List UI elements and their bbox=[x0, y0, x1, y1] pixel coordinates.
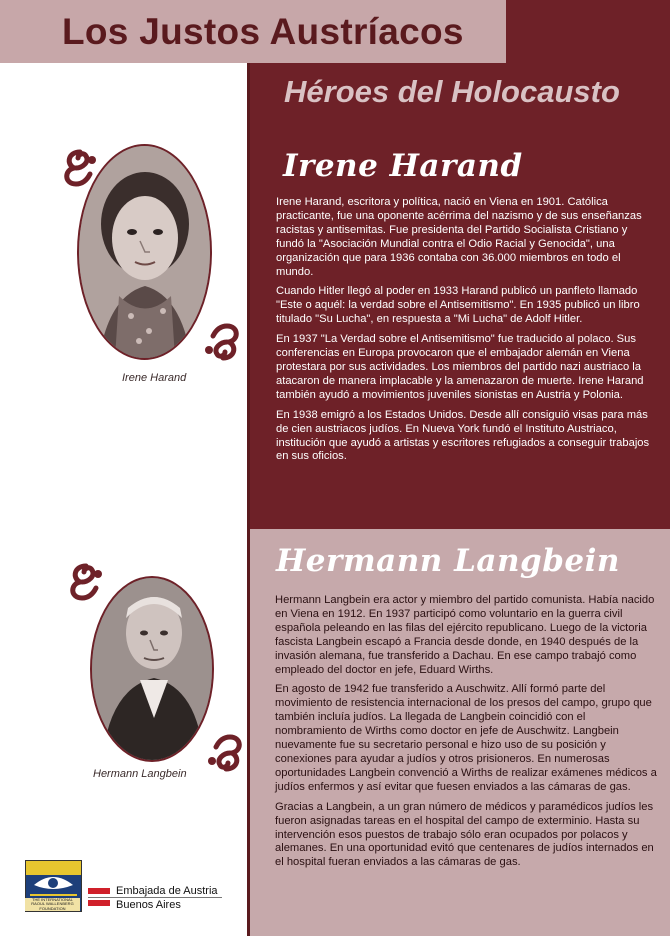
paragraph: Irene Harand, escritora y política, nació en Viena en 1901. Católica practicante, fue una oponente acérrima del nazismo y de sus enseñanzas racistas y antisemitas. Fue presidenta del Partido Socialista Cristiano y fundó la "Asociación Mundial contra el Odio Racial y Genocida", una organización que para 1936 contaba con 36.000 miembros en todo el mundo. bbox=[276, 196, 642, 278]
ornament-icon bbox=[66, 562, 106, 602]
footer-divider bbox=[88, 897, 222, 898]
vertical-divider bbox=[247, 63, 250, 936]
paragraph: En agosto de 1942 fue transferido a Auschwitz. Allí formó parte del movimiento de resistencia internacional de los presos del campo, grupo que también incluía judíos. La llegada de Langbein coincidió con el nombramiento de Wirths como doctor en jefe de Auschwitz. Langbein nuevamente fue su secretario personal e hizo uso de su posición y conexiones para ayudar a judíos y otros prisioneros. En numerosas oportunidades Langbein convenció a Wirths de realizar exámenes médicos a judíos enfermos y así evitar que fuesen enviados a las cámaras de gas. bbox=[275, 683, 657, 793]
paragraph: En 1938 emigró a los Estados Unidos. Desde allí consiguió visas para más de cien austriacos judíos. En Nueva York fundó el Instituto Austriaco, institución que ayudó a artistas y escritores refugiados a conseguir trabajos en sus oficios. bbox=[276, 408, 650, 463]
wallenberg-logo-icon bbox=[26, 861, 81, 899]
paragraph: En 1937 "La Verdad sobre el Antisemitismo" fue traducido al polaco. Sus conferencias en Europa provocaron que el embajador alemán en Viena protestara por sus actividades. Los miembros del partido nazi austriaco la atacaron de manera implacable y la amenazaron de muerte. Irene Harand también ayudó a movimientos juveniles sionistas en Austria y Polonia. bbox=[276, 333, 644, 401]
hermann-langbein-caption: Hermann Langbein bbox=[93, 768, 187, 780]
paragraph: Cuando Hitler llegó al poder en 1933 Harand publicó un panfleto llamado "Este o aquél: la verdad sobre el Antisemitismo". En 1935 publicó un libro titulado "Su Lucha", en respuesta a "Mi Lucha" de Adolf Hitler. bbox=[276, 285, 640, 326]
page-title: Los Justos Austríacos bbox=[62, 11, 464, 52]
portrait-illustration bbox=[92, 578, 212, 760]
ornament-icon bbox=[201, 322, 243, 362]
header-accent bbox=[506, 0, 670, 63]
hermann-langbein-biography bbox=[275, 594, 659, 876]
embassy-name: Embajada de Austria bbox=[116, 885, 218, 897]
hermann-langbein-portrait bbox=[90, 576, 214, 762]
paragraph: Gracias a Langbein, a un gran número de médicos y paramédicos judíos les fueron asignadas tareas en el hospital del campo de exterminio. Hasta su intervención esos puestos de trabajo sólo eran ocupados por polacos y alemanes. En una oportunidad evitó que centenares de judíos internados en el hospital fueran enviados a las cámaras de gas. bbox=[275, 800, 654, 869]
irene-harand-biography bbox=[276, 196, 658, 470]
embassy-city: Buenos Aires bbox=[116, 899, 181, 911]
page-subtitle: Héroes del Holocausto bbox=[284, 74, 620, 109]
ornament-icon bbox=[60, 148, 100, 188]
logo-caption: THE INTERNATIONAL RAOUL WALLENBERG FOUNDATION bbox=[25, 898, 80, 911]
ornament-icon bbox=[204, 733, 246, 773]
irene-harand-caption: Irene Harand bbox=[122, 372, 187, 384]
section-title-hermann-langbein: Hermann Langbein bbox=[276, 543, 620, 579]
paragraph: Hermann Langbein era actor y miembro del partido comunista. Había nacido en Viena en 1912. En 1937 participó como voluntario en la guerra civil española peleando en las filas del ejército republicano. Luego de la victoria fascista Langbein escapó a Francia desde donde, en 1940 después de la invasión alemana, fue transferido a Dachau. En ese campo trabajó como empleado del doctor en jefe, Eduard Wirths. bbox=[275, 594, 655, 676]
section-title-irene-harand: Irene Harand bbox=[283, 148, 523, 184]
